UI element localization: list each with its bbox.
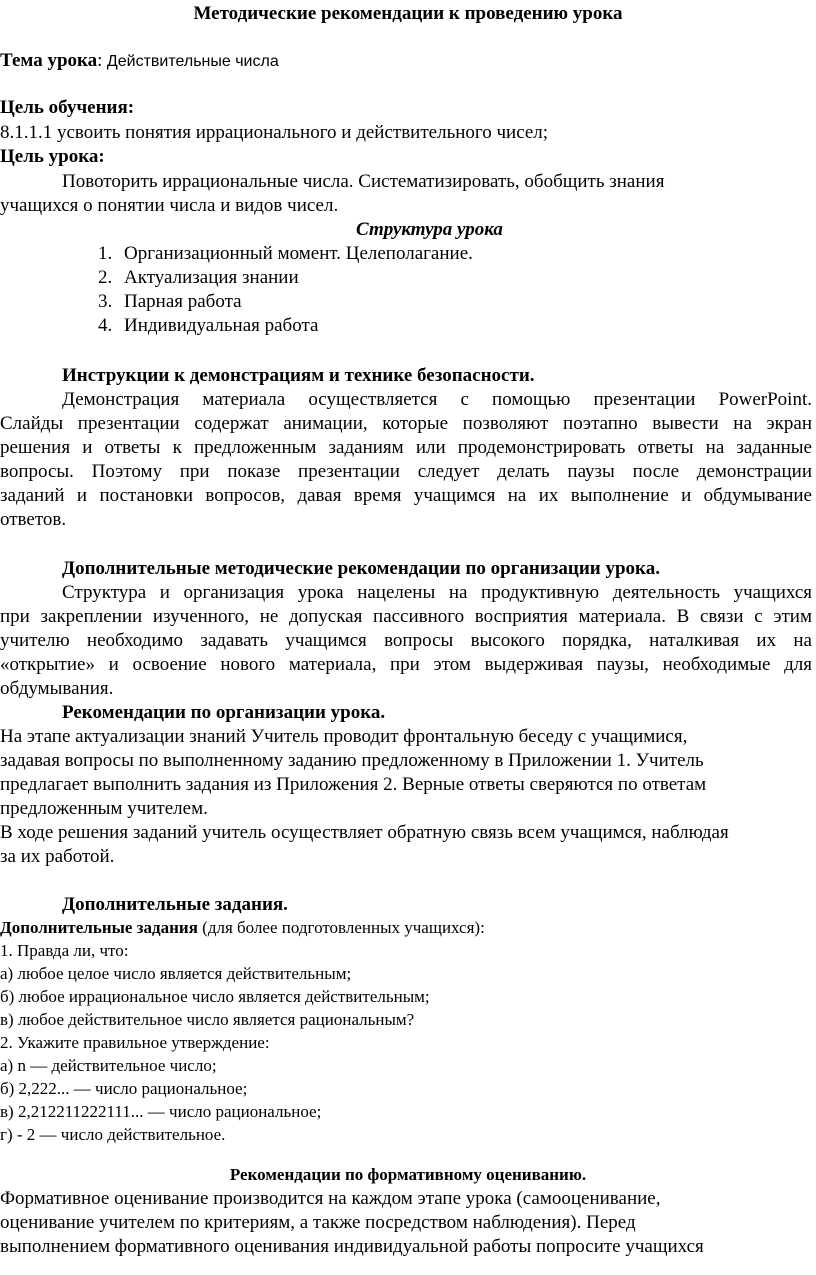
list-item: Актуализация знании [124,267,299,288]
paragraph-line: учителю необходимо задавать учащимся вопросы высокого порядка, наталкивая их на [0,630,812,651]
task-line: г) - 2 — число действительное. [0,1125,226,1144]
extra-tasks-intro-rest: (для более подготовленных учащихся): [197,918,485,937]
paragraph-line: заданий и постановки вопросов, давая время учащимся на их выполнение и обдумывание [0,485,812,506]
paragraph-line: ответов. [0,509,67,530]
paragraph-line: вопросы. Поэтому при показе презентации следует делать паузы после демонстрации [0,461,812,482]
list-item: Организационный момент. Целеполагание. [124,243,473,264]
paragraph-line: обдумывания. [0,678,114,699]
section-heading: Инструкции к демонстрациям и технике безопасности. [62,365,535,386]
task-line: 2. Укажите правильное утверждение: [0,1033,270,1052]
paragraph-line: Слайды презентации содержат анимации, которые позволяют поэтапно вывести на экран [0,413,812,434]
task-line: а) любое целое число является действительным; [0,964,352,983]
paragraph-line: «открытие» и освоение нового материала, при этом выдерживая паузы, необходимые для [0,654,812,675]
paragraph-line: В ходе решения заданий учитель осуществляет обратную связь всем учащимся, наблюдая [0,822,729,843]
task-line: а) n — действительное число; [0,1056,217,1075]
paragraph-line: Демонстрация материала осуществляется с помощью презентации PowerPoint. [62,389,812,410]
paragraph-line: решения и ответы к предложенным заданиям или продемонстрировать ответы на заданные [0,437,812,458]
lesson-topic-label: Тема урока [0,50,98,71]
task-line: б) любое иррациональное число является действительным; [0,987,430,1006]
learning-goal-label: Цель обучения: [0,97,135,118]
page-title: Методические рекомендации к проведению урока [193,3,623,24]
paragraph-line: Структура и организация урока нацелены на продуктивную деятельность учащихся [62,582,812,603]
lesson-topic-sep: : [97,50,103,71]
paragraph-line: выполнением формативного оценивания индивидуальной работы попросите учащихся [0,1236,704,1257]
lesson-topic-value: Действительные числа [102,53,279,70]
paragraph-line: На этапе актуализации знаний Учитель проводит фронтальную беседу с учащимися, [0,726,688,747]
structure-title: Структура урока [356,219,503,240]
list-item: Парная работа [124,291,242,312]
list-item-number: 3. [98,291,113,312]
paragraph-line: предложенным учителем. [0,798,208,819]
section-heading: Рекомендации по формативному оцениванию. [229,1165,587,1184]
task-line: б) 2,222... — число рациональное; [0,1079,248,1098]
task-line: в) 2,212211222111... — число рациональное; [0,1102,322,1121]
paragraph-line: предлагает выполнить задания из Приложения 2. Верные ответы сверяются по ответам [0,774,707,795]
list-item: Индивидуальная работа [124,315,319,336]
lesson-goal-line: учащихся о понятии числа и видов чисел. [0,195,339,216]
section-heading: Дополнительные задания. [62,894,288,915]
task-line: 1. Правда ли, что: [0,941,129,960]
lesson-topic [0,50,816,72]
paragraph-line: оценивание учителем по критериям, а также посредством наблюдения). Перед [0,1212,636,1233]
section-heading: Дополнительные методические рекомендации по организации урока. [62,558,660,579]
learning-goal-text: 8.1.1.1 усвоить понятия иррационального и действительного чисел; [0,122,549,143]
extra-tasks-intro-bold: Дополнительные задания [0,918,198,937]
paragraph-line: Формативное оценивание производится на каждом этапе урока (самооценивание, [0,1188,661,1209]
list-item-number: 1. [98,243,113,264]
list-item-number: 4. [98,315,113,336]
extra-tasks-intro [0,918,816,938]
paragraph-line: за их работой. [0,846,115,867]
list-item-number: 2. [98,267,113,288]
lesson-goal-label: Цель урока: [0,146,105,167]
section-heading: Рекомендации по организации урока. [62,702,386,723]
paragraph-line: при закреплении изученного, не допуская пассивного восприятия материала. В связи с этим [0,606,812,627]
paragraph-line: задавая вопросы по выполненному заданию предложенному в Приложении 1. Учитель [0,750,704,771]
task-line: в) любое действительное число является рациональным? [0,1010,415,1029]
lesson-goal-line: Повоторить иррациональные числа. Систематизировать, обобщить знания [62,171,665,192]
